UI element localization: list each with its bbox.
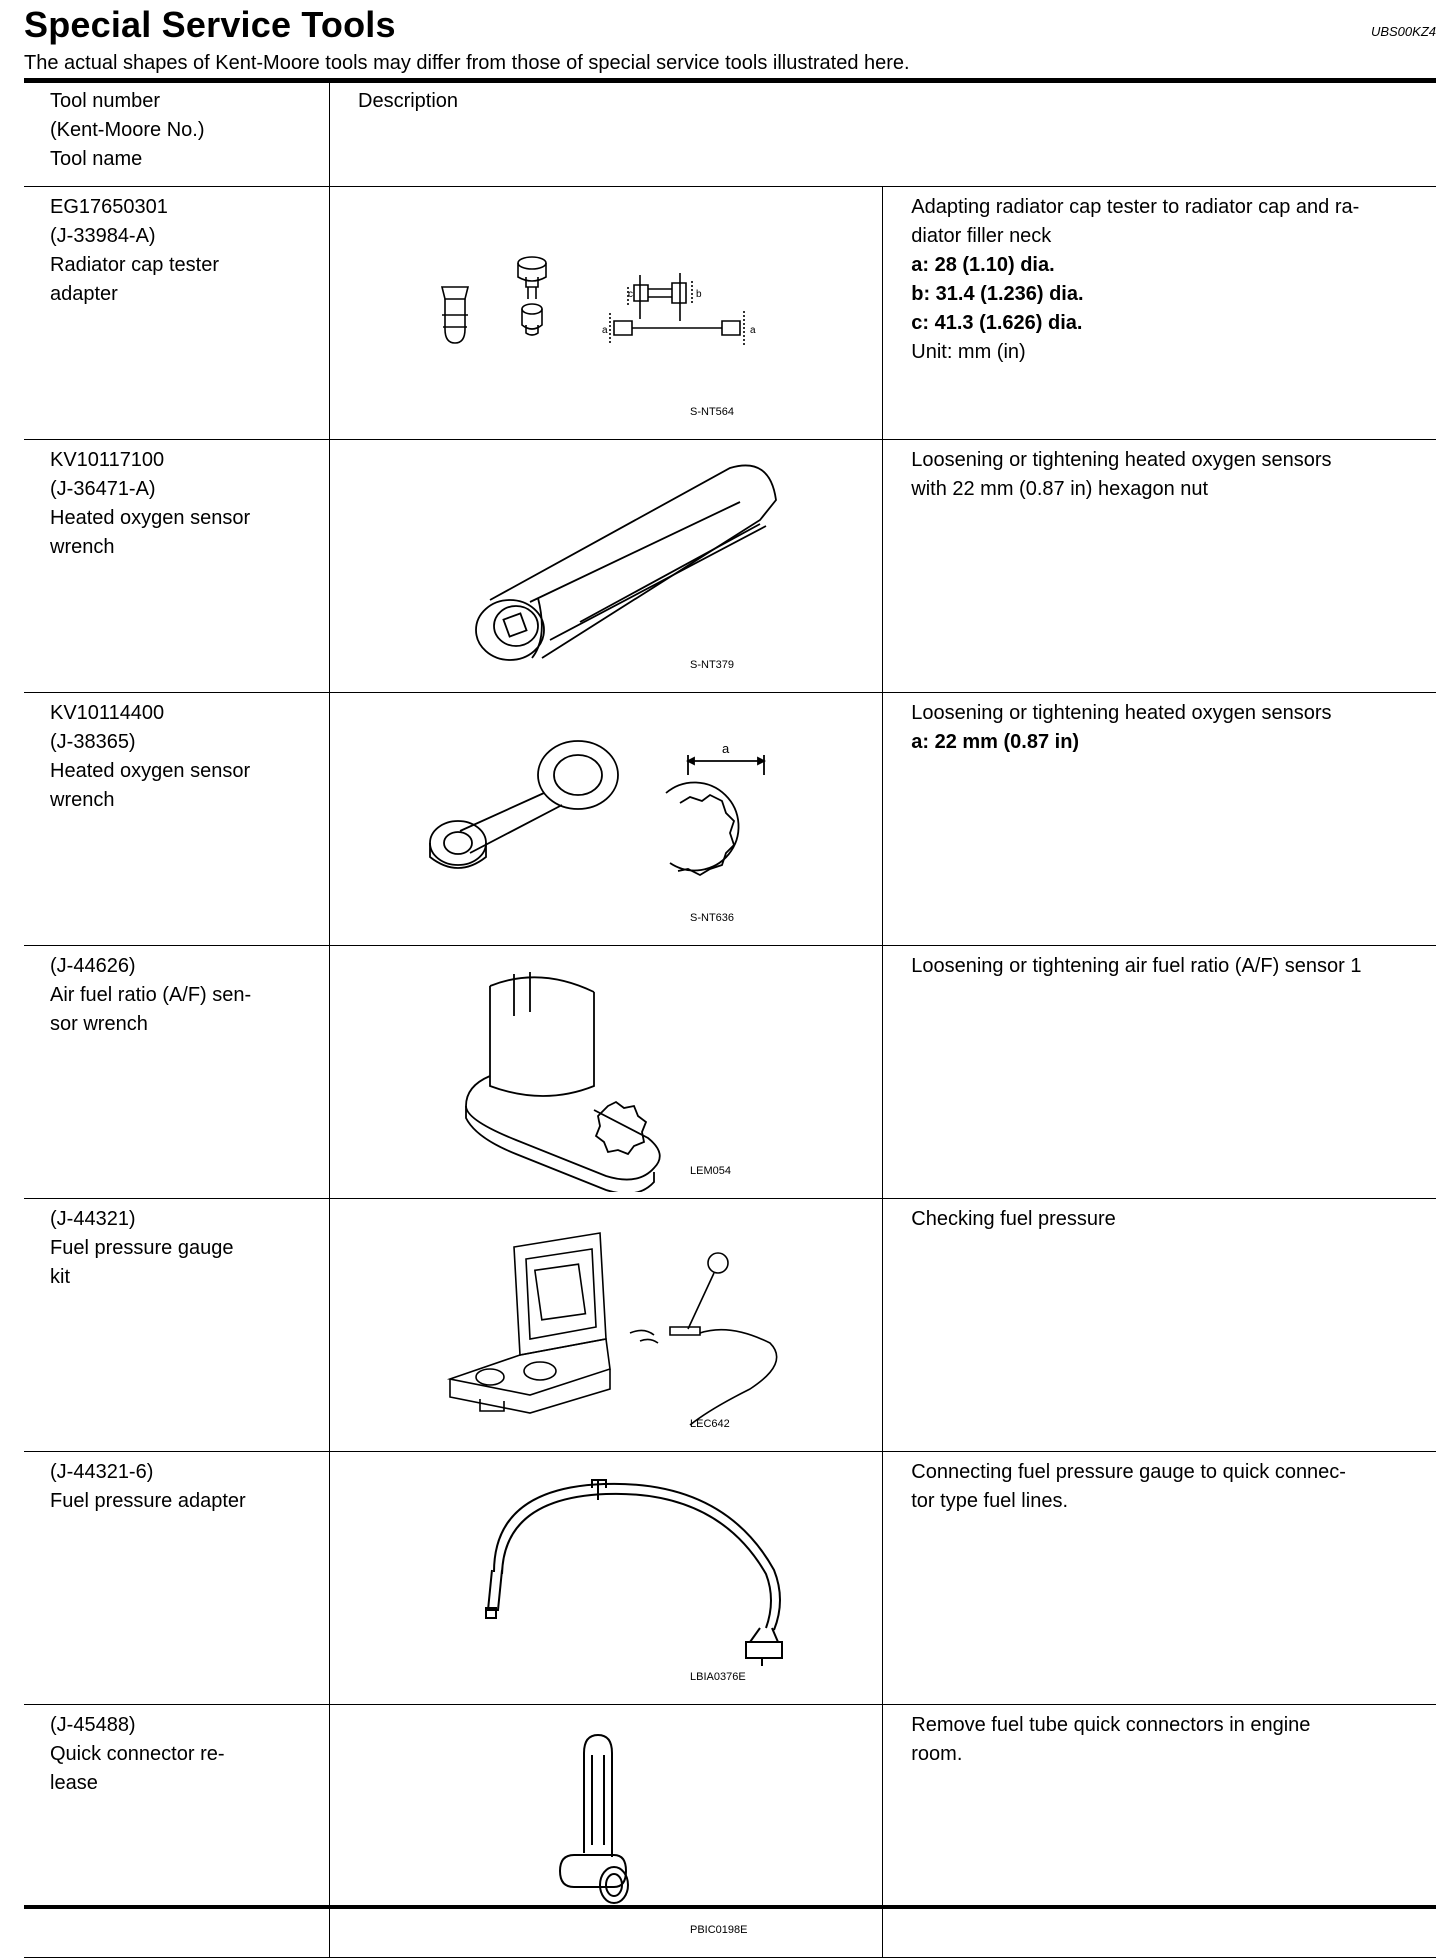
description-cell: [883, 1705, 1436, 1958]
figure-code: S-NT564: [690, 406, 735, 418]
figure-cell: [330, 187, 883, 440]
figure-cell: [330, 1705, 883, 1958]
header-tool-name: Tool name: [50, 148, 143, 170]
kent-moore-number: (J-36471-A): [50, 478, 156, 500]
description-cell: [883, 946, 1436, 1199]
table-row: [24, 946, 1436, 1199]
oxygen-sensor-socket-illustration: [330, 440, 889, 686]
tool-number: KV10117100: [50, 449, 165, 471]
tool-number: EG17650301: [50, 196, 168, 218]
table-row: [24, 187, 1436, 440]
description-cell: [883, 1452, 1436, 1705]
table-row: [24, 1452, 1436, 1705]
tool-name: Heated oxygen sensor: [50, 760, 251, 782]
dim-label-a-right: a: [750, 325, 756, 336]
figure-code: S-NT379: [690, 659, 735, 671]
tool-name: Fuel pressure gauge: [50, 1237, 234, 1259]
dim-label-a: a: [722, 741, 730, 756]
tool-name: Heated oxygen sensor: [50, 507, 251, 529]
tool-name: Quick connector re-: [50, 1743, 225, 1765]
tool-cell: [24, 1199, 330, 1452]
description-line: diator filler neck: [911, 225, 1052, 247]
tool-number: KV10114400: [50, 702, 165, 724]
tool-name-cont: wrench: [50, 789, 115, 811]
quick-connector-release-illustration: [330, 1705, 889, 1951]
spec-b: b: 31.4 (1.236) dia.: [911, 283, 1084, 305]
tool-cell: [24, 1452, 330, 1705]
tool-name-cont: sor wrench: [50, 1013, 148, 1035]
figure-code: LEM054: [690, 1165, 731, 1177]
kent-moore-number: (J-45488): [50, 1714, 136, 1736]
kent-moore-number: (J-44626): [50, 955, 136, 977]
dim-label-c: c: [628, 289, 633, 300]
fuel-pressure-gauge-kit-illustration: [330, 1199, 889, 1445]
document-code: UBS00KZ4: [1370, 24, 1436, 39]
tools-table: [24, 82, 1436, 1958]
col1-header: [24, 83, 330, 187]
kent-moore-number: (J-38365): [50, 731, 136, 753]
figure-code: PBIC0198E: [690, 1924, 748, 1936]
tool-name-cont: adapter: [50, 283, 118, 305]
figure-code: S-NT636: [690, 912, 735, 924]
header-kent-moore: (Kent-Moore No.): [50, 119, 205, 141]
description-line: Remove fuel tube quick connectors in engine: [911, 1714, 1311, 1736]
intro-note: The actual shapes of Kent-Moore tools may differ from those of special service tools illustrated here.: [24, 52, 910, 74]
kent-moore-number: (J-44321): [50, 1208, 136, 1230]
radiator-cap-adapter-illustration: [330, 187, 889, 433]
table-row: [24, 693, 1436, 946]
figure-code: LEC642: [690, 1418, 730, 1430]
kent-moore-number: (J-44321-6): [50, 1461, 154, 1483]
af-sensor-wrench-illustration: [330, 946, 889, 1192]
table-row: [24, 1705, 1436, 1958]
figure-cell: [330, 1452, 883, 1705]
tool-name: Air fuel ratio (A/F) sen-: [50, 984, 252, 1006]
page-title: Special Service Tools: [24, 4, 396, 45]
description-line: Adapting radiator cap tester to radiator cap and ra-: [911, 196, 1360, 218]
description-cell: [883, 187, 1436, 440]
dim-label-b: b: [696, 289, 702, 300]
kent-moore-number: (J-33984-A): [50, 225, 156, 247]
figure-cell: [330, 440, 883, 693]
tool-name-cont: lease: [50, 1772, 98, 1794]
table-row: [24, 440, 1436, 693]
figure-cell: [330, 1199, 883, 1452]
tool-name: Radiator cap tester: [50, 254, 219, 276]
tool-cell: [24, 440, 330, 693]
fuel-pressure-adapter-illustration: [330, 1452, 889, 1698]
description-line: with 22 mm (0.87 in) hexagon nut: [911, 478, 1209, 500]
description-line: Connecting fuel pressure gauge to quick connec-: [911, 1461, 1346, 1483]
tool-cell: [24, 187, 330, 440]
col2-header: Description: [330, 83, 1437, 187]
spec-a: a: 28 (1.10) dia.: [911, 254, 1055, 276]
description-line: Loosening or tightening heated oxygen sensors: [911, 449, 1332, 471]
figure-cell: [330, 693, 883, 946]
tool-name-cont: wrench: [50, 536, 115, 558]
description-line: room.: [911, 1743, 963, 1765]
description-cell: [883, 440, 1436, 693]
figure-cell: [330, 946, 883, 1199]
figure-code: LBIA0376E: [690, 1671, 746, 1683]
dim-label-a-left: a: [602, 325, 608, 336]
spec-a: a: 22 mm (0.87 in): [911, 731, 1080, 753]
description-line: Loosening or tightening heated oxygen sensors: [911, 702, 1332, 724]
unit-note: Unit: mm (in): [911, 341, 1026, 363]
tool-cell: [24, 946, 330, 1199]
spec-c: c: 41.3 (1.626) dia.: [911, 312, 1083, 334]
description-line: Loosening or tightening air fuel ratio (A/F) sensor 1: [911, 955, 1362, 977]
tool-name: Fuel pressure adapter: [50, 1490, 246, 1512]
table-header-row: [24, 83, 1436, 187]
description-cell: [883, 1199, 1436, 1452]
flare-nut-wrench-illustration: [330, 693, 889, 939]
description-line: Checking fuel pressure: [911, 1208, 1116, 1230]
header-tool-number: Tool number: [50, 90, 161, 112]
bottom-rule: [24, 1905, 1436, 1909]
tool-cell: [24, 1705, 330, 1958]
tool-cell: [24, 693, 330, 946]
description-cell: [883, 693, 1436, 946]
tool-name-cont: kit: [50, 1266, 70, 1288]
description-line: tor type fuel lines.: [911, 1490, 1068, 1512]
table-row: [24, 1199, 1436, 1452]
